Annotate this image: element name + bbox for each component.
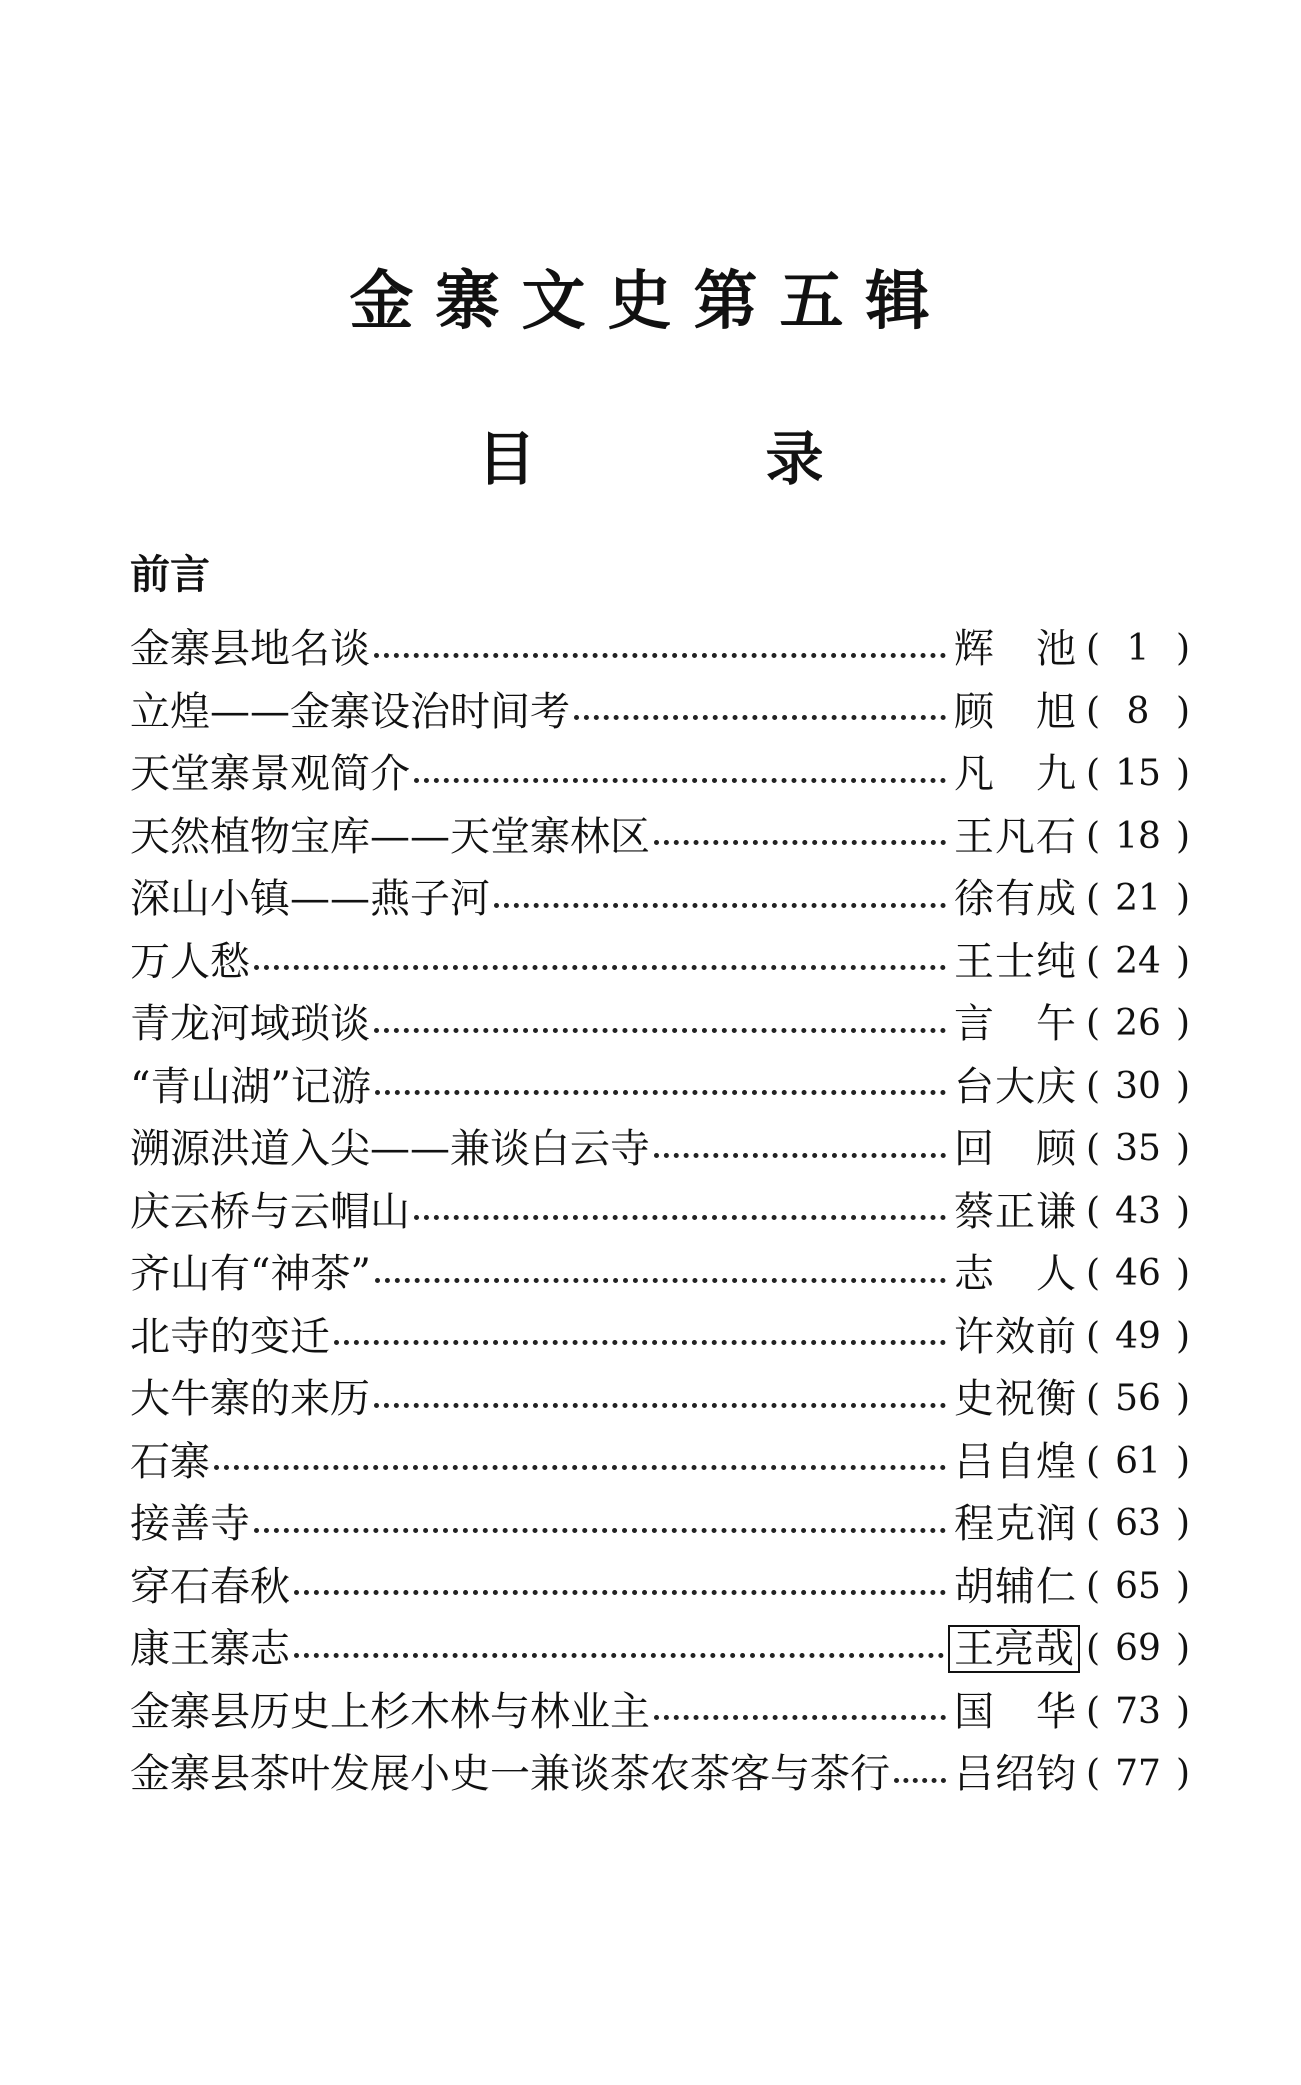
dot-leader (214, 1465, 946, 1470)
entry-page-ref (1080, 1440, 1190, 1482)
close-paren: ) (1175, 1190, 1190, 1232)
entry-page-ref (1080, 815, 1190, 857)
entry-page-number: 69 (1115, 1628, 1161, 1670)
entry-page-number: 49 (1115, 1315, 1161, 1357)
toc-entry (130, 1306, 1190, 1369)
entry-page-number: 18 (1115, 815, 1161, 857)
entry-author: 徐有成 (954, 876, 1076, 923)
dot-leader (375, 1278, 946, 1283)
entry-page-number: 26 (1115, 1003, 1161, 1045)
preface-heading: 前言 (130, 551, 210, 598)
entry-page-ref (1080, 753, 1190, 795)
toc-entry (130, 1681, 1190, 1744)
open-paren: ( (1086, 1253, 1101, 1295)
entry-author: 志 人 (954, 1251, 1076, 1298)
close-paren: ) (1175, 1503, 1190, 1545)
entry-page-ref (1080, 878, 1190, 920)
open-paren: ( (1086, 878, 1101, 920)
entry-page-number: 46 (1115, 1253, 1161, 1295)
toc-entry (130, 681, 1190, 744)
toc-entry (130, 1243, 1190, 1306)
entry-page-ref (1080, 690, 1190, 732)
dot-leader (294, 1653, 944, 1658)
entry-page-ref (1080, 1753, 1190, 1795)
close-paren: ) (1175, 1065, 1190, 1107)
dot-leader (254, 965, 946, 970)
close-paren: ) (1175, 940, 1190, 982)
toc-entry (130, 618, 1190, 681)
entry-page-number: 63 (1115, 1503, 1161, 1545)
entry-title: 大牛寨的来历 (130, 1376, 370, 1423)
close-paren: ) (1175, 628, 1190, 670)
entry-author: 许效前 (954, 1313, 1076, 1360)
dot-leader (374, 653, 946, 658)
toc-entry (130, 1368, 1190, 1431)
entry-page-ref (1080, 628, 1190, 670)
contents-heading (0, 425, 1301, 493)
close-paren: ) (1175, 1253, 1190, 1295)
close-paren: ) (1175, 1690, 1190, 1732)
open-paren: ( (1086, 1378, 1101, 1420)
dot-leader (414, 1215, 946, 1220)
dot-leader (375, 1090, 946, 1095)
toc-entry (130, 1556, 1190, 1619)
open-paren: ( (1086, 940, 1101, 982)
entry-author: 程克润 (954, 1501, 1076, 1548)
table-of-contents (130, 618, 1190, 1806)
dot-leader (334, 1340, 946, 1345)
entry-author: 吕自煌 (954, 1438, 1076, 1485)
entry-page-number: 43 (1115, 1190, 1161, 1232)
open-paren: ( (1086, 753, 1101, 795)
entry-title: 万人愁 (130, 938, 250, 985)
entry-author: 回 顾 (954, 1126, 1076, 1173)
entry-title: 金寨县历史上杉木林与林业主 (130, 1688, 650, 1735)
dot-leader (654, 1715, 946, 1720)
toc-entry (130, 1618, 1190, 1681)
entry-page-number: 30 (1115, 1065, 1161, 1107)
toc-entry (130, 993, 1190, 1056)
close-paren: ) (1175, 1565, 1190, 1607)
close-paren: ) (1175, 1128, 1190, 1170)
close-paren: ) (1175, 753, 1190, 795)
close-paren: ) (1175, 1440, 1190, 1482)
entry-page-number: 65 (1115, 1565, 1161, 1607)
entry-author: 吕绍钧 (954, 1751, 1076, 1798)
entry-page-ref (1080, 1003, 1190, 1045)
dot-leader (374, 1028, 946, 1033)
close-paren: ) (1175, 815, 1190, 857)
close-paren: ) (1175, 1003, 1190, 1045)
toc-entry (130, 806, 1190, 869)
contents-heading-char-2: 录 (765, 425, 824, 493)
toc-entry (130, 1118, 1190, 1181)
dot-leader (254, 1528, 946, 1533)
open-paren: ( (1086, 815, 1101, 857)
dot-leader (294, 1590, 946, 1595)
entry-page-number: 21 (1115, 878, 1161, 920)
close-paren: ) (1175, 1378, 1190, 1420)
dot-leader (574, 715, 946, 720)
entry-title: 金寨县茶叶发展小史一兼谈茶农茶客与茶行 (130, 1751, 890, 1798)
open-paren: ( (1086, 1003, 1101, 1045)
entry-title: 庆云桥与云帽山 (130, 1188, 410, 1235)
entry-author: 辉 池 (954, 626, 1076, 673)
toc-entry (130, 931, 1190, 994)
entry-author: 胡辅仁 (954, 1563, 1076, 1610)
entry-title: 天堂寨景观简介 (130, 751, 410, 798)
open-paren: ( (1086, 1690, 1101, 1732)
close-paren: ) (1175, 878, 1190, 920)
open-paren: ( (1086, 1628, 1101, 1670)
entry-page-number: 56 (1115, 1378, 1161, 1420)
entry-title: 金寨县地名谈 (130, 626, 370, 673)
entry-title: 溯源洪道入尖——兼谈白云寺 (130, 1126, 650, 1173)
entry-title: 立煌——金寨设治时间考 (130, 688, 570, 735)
open-paren: ( (1086, 1315, 1101, 1357)
entry-page-number: 73 (1115, 1690, 1161, 1732)
toc-entry (130, 743, 1190, 806)
entry-title: 接善寺 (130, 1501, 250, 1548)
entry-page-ref (1080, 1503, 1190, 1545)
entry-page-ref (1080, 1378, 1190, 1420)
page-title: 金寨文史第五辑 (349, 264, 952, 339)
entry-page-ref (1080, 1065, 1190, 1107)
entry-page-number: 1 (1126, 628, 1150, 670)
open-paren: ( (1086, 1753, 1101, 1795)
entry-author: 王亮哉 (948, 1625, 1080, 1673)
dot-leader (654, 1153, 946, 1158)
close-paren: ) (1175, 1628, 1190, 1670)
entry-author: 顾 旭 (954, 688, 1076, 735)
entry-title: 齐山有“神茶” (130, 1251, 371, 1298)
entry-page-ref (1080, 1190, 1190, 1232)
close-paren: ) (1175, 1315, 1190, 1357)
entry-title: 康王寨志 (130, 1626, 290, 1673)
entry-title: 深山小镇——燕子河 (130, 876, 490, 923)
dot-leader (894, 1778, 946, 1783)
entry-page-ref (1080, 1128, 1190, 1170)
entry-author: 凡 九 (954, 751, 1076, 798)
open-paren: ( (1086, 1128, 1101, 1170)
entry-page-ref (1080, 1565, 1190, 1607)
toc-entry (130, 1743, 1190, 1806)
toc-entry (130, 1181, 1190, 1244)
entry-title: 北寺的变迁 (130, 1313, 330, 1360)
toc-entry (130, 868, 1190, 931)
entry-page-number: 35 (1115, 1128, 1161, 1170)
dot-leader (654, 840, 946, 845)
entry-page-number: 77 (1115, 1753, 1161, 1795)
open-paren: ( (1086, 1065, 1101, 1107)
entry-title: 穿石春秋 (130, 1563, 290, 1610)
dot-leader (374, 1403, 946, 1408)
toc-entry (130, 1056, 1190, 1119)
entry-page-ref (1080, 1628, 1190, 1670)
dot-leader (494, 903, 946, 908)
entry-page-ref (1080, 1690, 1190, 1732)
entry-author: 言 午 (954, 1001, 1076, 1048)
entry-title: 天然植物宝库——天堂寨林区 (130, 813, 650, 860)
open-paren: ( (1086, 1565, 1101, 1607)
entry-page-ref (1080, 1315, 1190, 1357)
toc-entry (130, 1431, 1190, 1494)
entry-page-number: 15 (1115, 753, 1161, 795)
entry-author: 王士纯 (954, 938, 1076, 985)
entry-author: 台大庆 (954, 1063, 1076, 1110)
entry-author: 国 华 (954, 1688, 1076, 1735)
entry-title: 青龙河域琐谈 (130, 1001, 370, 1048)
close-paren: ) (1175, 1753, 1190, 1795)
entry-page-number: 8 (1126, 690, 1150, 732)
open-paren: ( (1086, 1440, 1101, 1482)
entry-author: 王凡石 (954, 813, 1076, 860)
toc-entry (130, 1493, 1190, 1556)
contents-heading-char-1: 目 (477, 425, 536, 493)
entry-page-ref (1080, 1253, 1190, 1295)
entry-author: 蔡正谦 (954, 1188, 1076, 1235)
entry-page-number: 61 (1115, 1440, 1161, 1482)
open-paren: ( (1086, 628, 1101, 670)
entry-title: “青山湖”记游 (130, 1063, 371, 1110)
dot-leader (414, 778, 946, 783)
open-paren: ( (1086, 690, 1101, 732)
open-paren: ( (1086, 1503, 1101, 1545)
entry-author: 史祝衡 (954, 1376, 1076, 1423)
close-paren: ) (1175, 690, 1190, 732)
entry-title: 石寨 (130, 1438, 210, 1485)
open-paren: ( (1086, 1190, 1101, 1232)
entry-page-ref (1080, 940, 1190, 982)
entry-page-number: 24 (1115, 940, 1161, 982)
